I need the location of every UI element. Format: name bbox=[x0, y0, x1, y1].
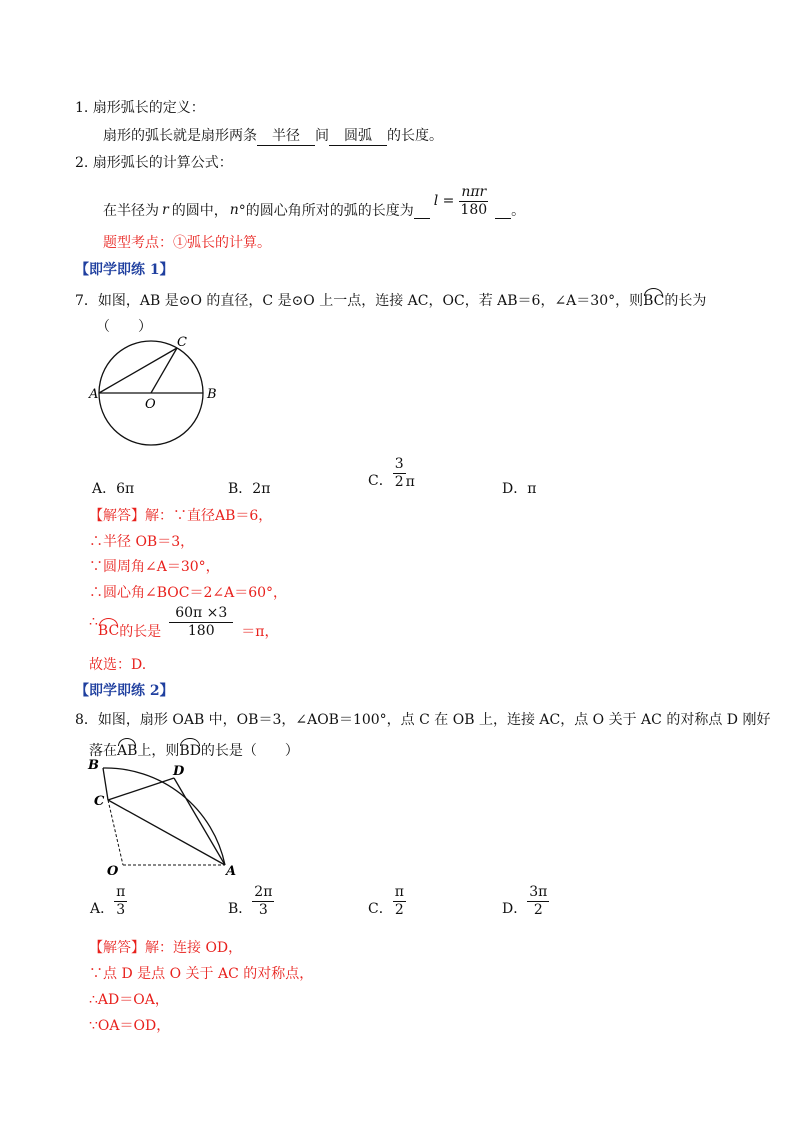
label-b: B bbox=[207, 387, 217, 402]
arc-bd-symbol: BD bbox=[179, 743, 201, 759]
q8-option-c bbox=[368, 884, 406, 919]
q7-option-c-numerator: 3 bbox=[394, 456, 404, 472]
formula-l: l = bbox=[433, 193, 455, 209]
blank-arc: 圆弧 bbox=[329, 125, 387, 146]
q7-solution-line-5 bbox=[89, 603, 279, 641]
section-2-heading bbox=[75, 152, 233, 172]
arc-ab bbox=[103, 768, 225, 865]
q7-option-b: B．2π bbox=[228, 481, 271, 497]
q7-option-c bbox=[368, 456, 415, 491]
label-a: A bbox=[89, 387, 99, 402]
definition-prefix: 扇形的弧长就是扇形两条 bbox=[103, 128, 257, 144]
q8-option-a bbox=[90, 884, 127, 919]
q7-option-c-pi: π bbox=[405, 474, 415, 490]
question-7-end: 的长为 bbox=[664, 293, 707, 309]
q8-option-b-denominator: 3 bbox=[258, 902, 268, 918]
label-o: O bbox=[107, 864, 119, 879]
q7-option-c-denominator: 2 bbox=[394, 474, 404, 490]
blank-radius: 半径 bbox=[257, 125, 315, 146]
degree-symbol-n: n bbox=[229, 202, 239, 218]
q8-option-d bbox=[502, 884, 549, 919]
section-1-number: 1. bbox=[75, 100, 89, 116]
question-7-paren: （ ） bbox=[96, 319, 152, 335]
formula-numerator: nπr bbox=[461, 183, 487, 200]
segment-ca bbox=[108, 800, 225, 865]
question-8-mid: 上，则 bbox=[137, 743, 180, 759]
q7-solution-line-1-rest: AB＝6， bbox=[215, 508, 273, 524]
question-7-text: 7．如图，AB 是⊙O 的直径，C 是⊙O 上一点，连接 AC，OC，若 AB＝6，∠A＝30°，则 bbox=[75, 293, 644, 309]
section-2-title: 扇形弧长的计算公式： bbox=[92, 155, 233, 171]
q8-solution-line-3: ∴AD＝OA， bbox=[89, 992, 169, 1008]
sector-diagram bbox=[86, 757, 246, 879]
exam-point: 题型考点：①弧长的计算。 bbox=[103, 235, 271, 251]
arc-bc-symbol: BC bbox=[643, 293, 665, 309]
q7-solution-tag: 【解答】解：∵直径 bbox=[89, 508, 215, 524]
q7-solution-result: ＝π， bbox=[241, 624, 279, 640]
segment-cd bbox=[108, 778, 174, 800]
q7-solution-denominator: 180 bbox=[187, 622, 215, 639]
definition-suffix: 的长度。 bbox=[387, 128, 443, 144]
q7-solution-line-1 bbox=[89, 505, 272, 525]
q8-option-b-prefix: B． bbox=[228, 901, 253, 917]
q8-option-b-numerator: 2π bbox=[254, 884, 273, 900]
formula-mid2: °的圆心角所对的弧的长度为 bbox=[238, 203, 414, 219]
q8-solution-line-1: 【解答】解：连接 OD， bbox=[89, 940, 243, 956]
q7-solution-length-text: 的长是 bbox=[119, 624, 162, 640]
section-2-number: 2. bbox=[75, 155, 89, 171]
q8-option-d-numerator: 3π bbox=[529, 884, 548, 900]
arc-length-definition bbox=[103, 125, 443, 146]
formula-blank-right bbox=[495, 218, 511, 219]
q8-option-c-denominator: 2 bbox=[394, 902, 404, 918]
question-7 bbox=[75, 290, 706, 310]
q8-solution-line-2: ∵点 D 是点 O 关于 AC 的对称点， bbox=[89, 966, 314, 982]
formula-end: 。 bbox=[511, 203, 526, 219]
practice-2-header: 【即学即练 2】 bbox=[75, 683, 174, 699]
question-8-line-1: 8．如图，扇形 OAB 中，OB＝3，∠AOB＝100°，点 C 在 OB 上，连接 AC，点 O 关于 AC 的对称点 D 刚好 bbox=[75, 712, 771, 728]
q8-solution-line-4: ∵OA＝OD， bbox=[89, 1018, 171, 1034]
q8-option-c-prefix: C． bbox=[368, 901, 393, 917]
arc-ab-symbol: AB bbox=[117, 743, 138, 759]
segment-da bbox=[174, 778, 225, 865]
chord-ac bbox=[99, 348, 177, 393]
section-1-heading bbox=[75, 97, 205, 117]
definition-mid: 间 bbox=[315, 128, 329, 144]
formula-mid: 的圆中， bbox=[171, 203, 228, 219]
practice-1-header: 【即学即练 1】 bbox=[75, 262, 174, 278]
label-c: C bbox=[94, 794, 105, 809]
formula-prefix: 在半径为 bbox=[103, 203, 159, 219]
question-8-prefix: 落在 bbox=[89, 743, 117, 759]
label-b: B bbox=[88, 758, 99, 773]
section-1-title: 扇形弧长的定义： bbox=[92, 100, 205, 116]
formula-blank-left bbox=[414, 218, 430, 219]
q7-solution-line-6: 故选：D. bbox=[89, 657, 147, 673]
q7-solution-line-2: ∴半径 OB＝3， bbox=[89, 534, 195, 550]
formula-denominator: 180 bbox=[460, 201, 488, 218]
q7-solution-arc-bc: BC bbox=[97, 623, 120, 639]
label-c: C bbox=[177, 335, 187, 350]
q8-option-a-prefix: A． bbox=[90, 901, 115, 917]
q7-option-c-prefix: C． bbox=[368, 473, 393, 489]
segment-co-dashed bbox=[108, 800, 123, 865]
label-a: A bbox=[226, 864, 237, 879]
q8-option-d-denominator: 2 bbox=[533, 902, 543, 918]
radius-symbol: r bbox=[162, 202, 169, 218]
question-8-end: 的长是（ ） bbox=[200, 743, 299, 759]
circle-diagram bbox=[88, 333, 228, 453]
q8-option-a-numerator: π bbox=[116, 884, 126, 900]
q8-option-b bbox=[228, 884, 274, 919]
label-o: O bbox=[145, 397, 156, 412]
label-d: D bbox=[173, 764, 185, 779]
q7-solution-line-3: ∵圆周角∠A＝30°， bbox=[89, 559, 220, 575]
q8-option-d-prefix: D． bbox=[502, 901, 528, 917]
q7-option-a: A．6π bbox=[92, 481, 135, 497]
q7-option-d: D．π bbox=[502, 481, 537, 497]
q8-option-c-numerator: π bbox=[394, 884, 404, 900]
q7-solution-numerator: 60π ×3 bbox=[169, 605, 233, 623]
arc-length-formula bbox=[434, 184, 489, 219]
q8-option-a-denominator: 3 bbox=[116, 902, 126, 918]
q7-solution-line-4: ∴圆心角∠BOC＝2∠A＝60°， bbox=[89, 585, 288, 601]
q7-solution-therefore: ∴ bbox=[89, 614, 98, 630]
arc-length-formula-line bbox=[103, 183, 526, 228]
